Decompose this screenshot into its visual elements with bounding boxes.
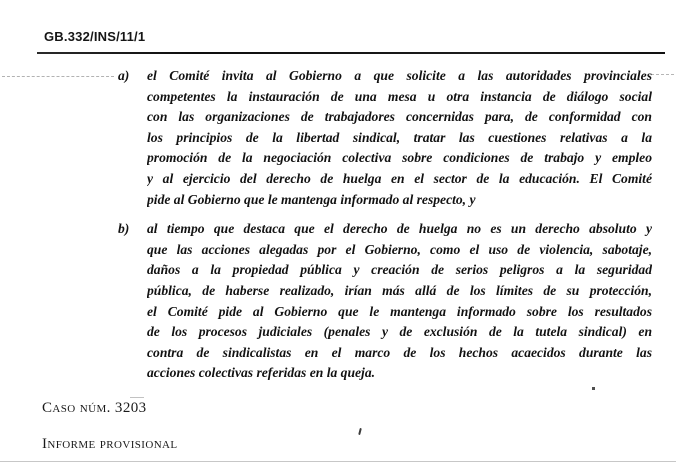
paragraph-b-label: b) (118, 221, 130, 237)
scan-artifact-dash-right (651, 74, 674, 75)
paragraph-line: competentes la instauración de una mesa u otra instancia de diálogo social (147, 88, 652, 104)
paragraph-line: los principios de la libertad sindical, tratar las cuestiones relativas a la (147, 129, 652, 145)
resolution-paragraphs (118, 66, 652, 393)
paragraph-line: con las organizaciones de trabajadores concernidas para, de conformidad con (147, 109, 652, 125)
paragraph-line: daños a la propiedad pública y creación de serios peligros a la seguridad (147, 262, 652, 278)
paragraph-b (118, 219, 652, 384)
paragraph-line: al tiempo que destaca que el derecho de huelga no es un derecho absoluto y (147, 221, 652, 237)
bottom-rule (0, 461, 676, 462)
paragraph-line: pública, de haberse realizado, irían más allá de los límites de su protección, (147, 282, 652, 298)
paragraph-line: y al ejercicio del derecho de huelga en el sector de la educación. El Comité (147, 170, 652, 186)
paragraph-a-label: a) (118, 68, 130, 83)
paragraph-line: pide al Gobierno que le mantenga informado al respecto, y (147, 191, 476, 207)
paragraph-a (118, 66, 652, 210)
paragraph-line: acciones colectivas referidas en la queja. (147, 365, 376, 381)
header-rule (37, 52, 665, 54)
scan-artifact-tick (358, 428, 362, 435)
paragraph-line: que las acciones alegadas por el Gobierno, como el uso de violencia, sabotaje, (147, 241, 652, 257)
scan-artifact-dash-caso (130, 397, 144, 398)
paragraph-line: promoción de la negociación colectiva sobre condiciones de trabajo y empleo (147, 150, 652, 166)
paragraph-b-text (147, 219, 652, 384)
case-number-heading: Caso núm. 3203 (42, 400, 147, 416)
report-status-heading: Informe provisional (42, 436, 178, 452)
scan-artifact-dash-left (2, 76, 114, 77)
paragraph-line: el Comité invita al Gobierno a que solicite a las autoridades provinciales (147, 68, 652, 83)
paragraph-line: el Comité pide al Gobierno que le mantenga informado sobre los resultados (147, 303, 652, 319)
document-reference: GB.332/INS/11/1 (44, 29, 146, 44)
paragraph-line: de los procesos judiciales (penales y de exclusión de la tutela sindical) en (147, 324, 652, 340)
paragraph-line: contra de sindicalistas en el marco de los hechos acaecidos durante las (147, 344, 652, 360)
paragraph-a-text (147, 66, 652, 210)
scan-artifact-dot (592, 387, 595, 390)
